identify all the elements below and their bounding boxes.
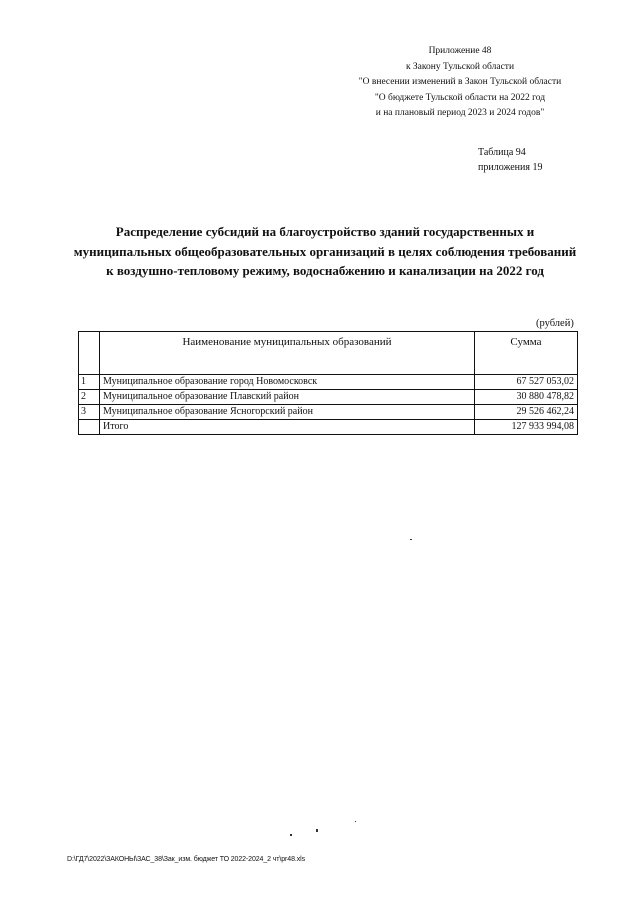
scan-speck bbox=[355, 821, 356, 822]
table-row bbox=[79, 405, 578, 420]
row-num: 3 bbox=[79, 405, 100, 420]
table-reference bbox=[478, 145, 542, 175]
table-ref-line-1: Таблица 94 bbox=[478, 147, 526, 158]
annex-reference bbox=[330, 44, 590, 122]
total-label: Итого bbox=[100, 420, 475, 435]
annex-line-2: к Закону Тульской области bbox=[405, 61, 515, 72]
row-name: Муниципальное образование Ясногорский район bbox=[100, 405, 475, 420]
row-name: Муниципальное образование город Новомосковск bbox=[100, 375, 475, 390]
title-line-2: муниципальных общеобразовательных организаций в целях соблюдения требований bbox=[73, 243, 577, 259]
annex-line-4: "О бюджете Тульской области на 2022 год bbox=[374, 92, 546, 103]
annex-line-5: и на плановый период 2023 и 2024 годов" bbox=[375, 108, 545, 118]
row-name: Муниципальное образование Плавский район bbox=[100, 390, 475, 405]
row-sum: 29 526 462,24 bbox=[475, 405, 578, 420]
table-total-row bbox=[79, 420, 578, 435]
row-sum: 30 880 478,82 bbox=[475, 390, 578, 405]
row-num: 1 bbox=[79, 375, 100, 390]
currency-unit: (рублей) bbox=[536, 318, 574, 329]
subsidy-table bbox=[78, 331, 578, 435]
file-path-footer: D:\ГД7\2022\ЗАКОНЫ\ЗАС_38\Зак_изм. бюджет ТО 2022-2024_2 чт\pr48.xls bbox=[67, 856, 305, 863]
annex-line-3: "О внесении изменений в Закон Тульской области bbox=[358, 77, 562, 87]
header-num bbox=[79, 332, 100, 375]
title-line-3: к воздушно-тепловому режиму, водоснабжению и канализации на 2022 год bbox=[106, 263, 544, 278]
total-num bbox=[79, 420, 100, 435]
header-name: Наименование муниципальных образований bbox=[100, 332, 475, 375]
scan-speck bbox=[316, 829, 318, 832]
table-row bbox=[79, 390, 578, 405]
table-row bbox=[79, 375, 578, 390]
row-num: 2 bbox=[79, 390, 100, 405]
row-sum: 67 527 053,02 bbox=[475, 375, 578, 390]
scan-speck bbox=[290, 834, 292, 836]
document-title bbox=[60, 222, 590, 281]
title-line-1: Распределение субсидий на благоустройство зданий государственных и bbox=[115, 224, 535, 239]
annex-line-1: Приложение 48 bbox=[428, 46, 492, 56]
header-sum: Сумма bbox=[475, 332, 578, 375]
total-sum: 127 933 994,08 bbox=[475, 420, 578, 435]
table-header-row bbox=[79, 332, 578, 375]
scan-speck bbox=[410, 539, 412, 540]
table-ref-line-2: приложения 19 bbox=[478, 162, 543, 173]
